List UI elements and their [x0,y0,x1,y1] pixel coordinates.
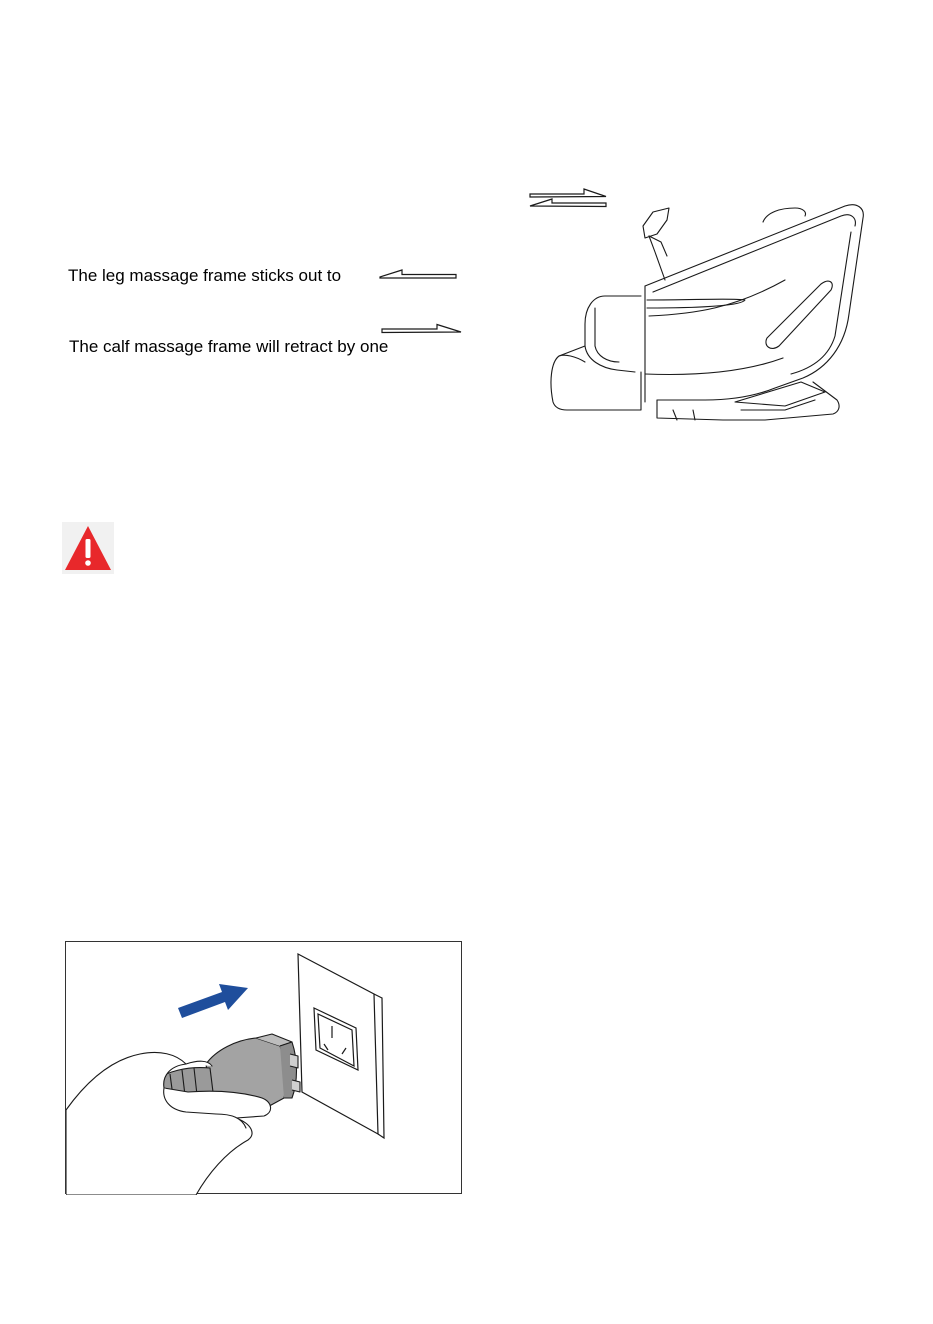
massage-chair-illustration [545,196,875,428]
arrow-left-icon [378,268,458,284]
warning-triangle-icon [62,522,114,574]
arrow-right-icon [381,323,463,339]
insert-arrow-icon [178,984,248,1018]
plug-illustration-frame [65,941,462,1194]
plug-insertion-illustration [66,942,463,1195]
calf-frame-caption: The calf massage frame will retract by one [69,337,389,356]
leg-frame-caption: The leg massage frame sticks out to [68,266,342,285]
